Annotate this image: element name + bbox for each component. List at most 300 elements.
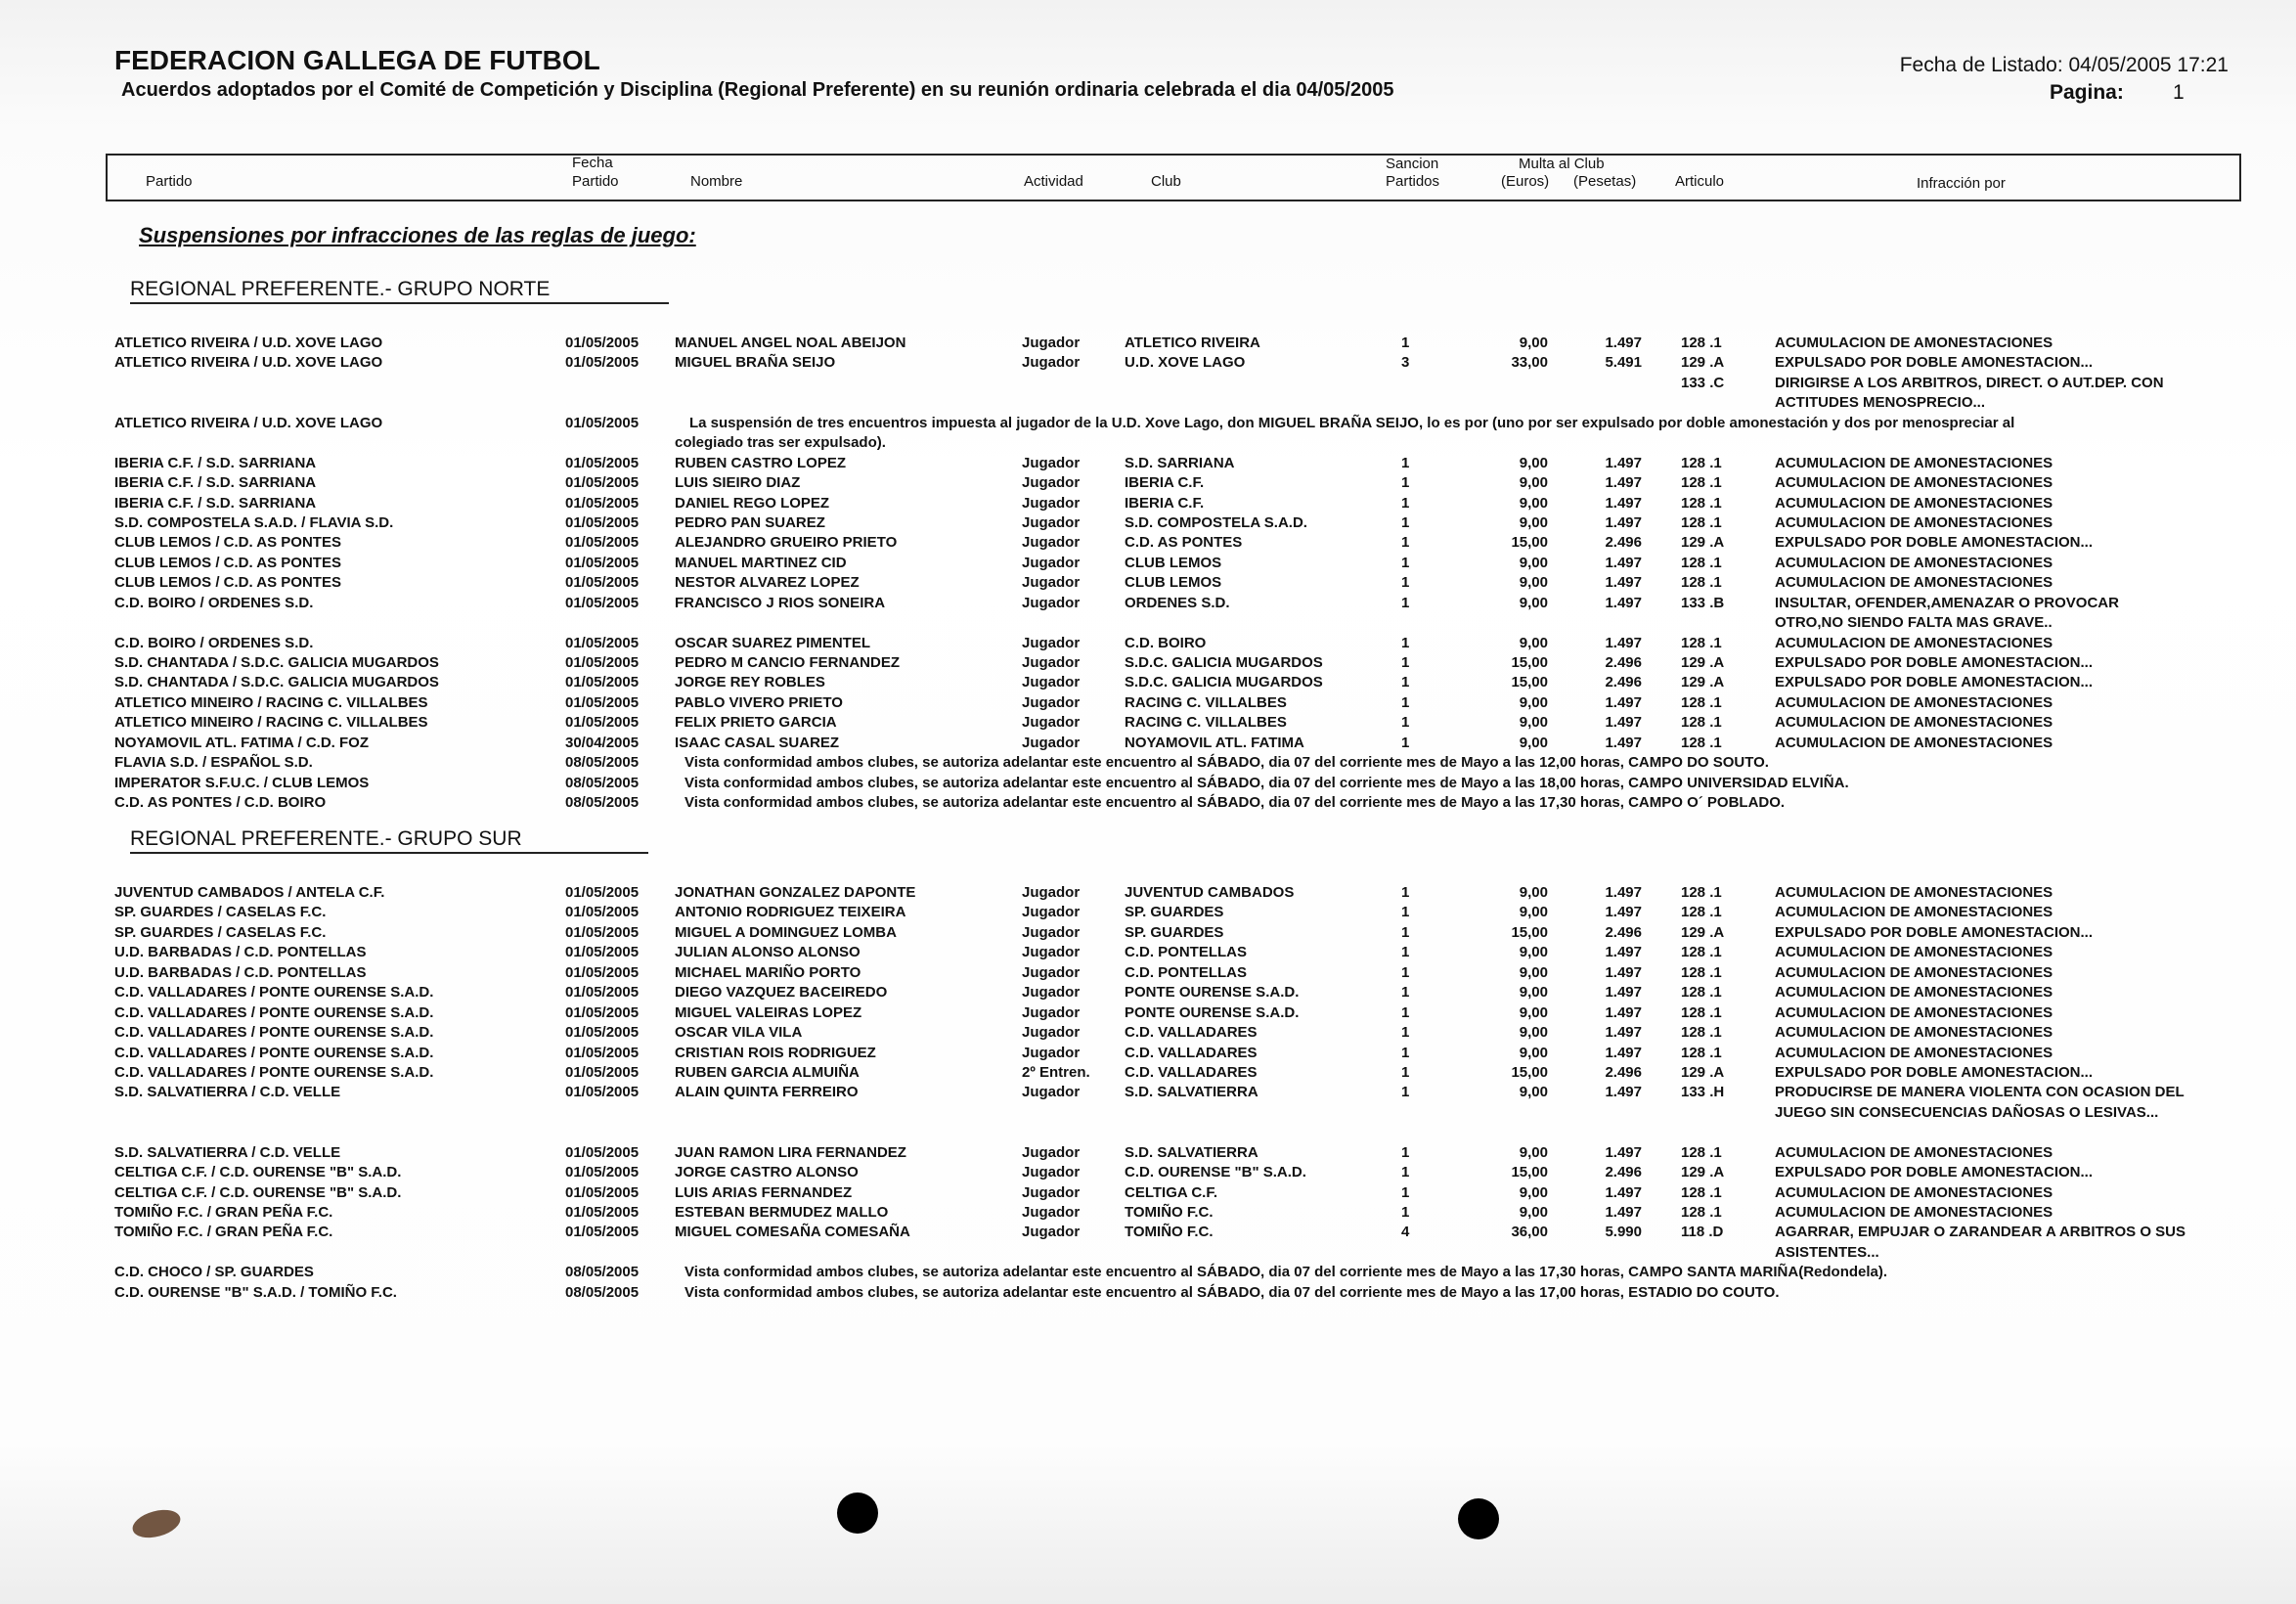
row-pesetas: 1.497	[1605, 944, 1642, 961]
row-pesetas: 2.496	[1605, 674, 1642, 691]
row-infraccion: ACUMULACION DE AMONESTACIONES	[1775, 334, 2053, 351]
row-partido: C.D. VALLADARES / PONTE OURENSE S.A.D.	[114, 1044, 434, 1061]
row-club: TOMIÑO F.C.	[1125, 1224, 1214, 1241]
row-note: La suspensión de tres encuentros impuesta al jugador de la U.D. Xove Lago, don MIGUEL BRAÑA SEIJO, lo es por (uno por ser expulsado por doble amonestación y dos por menospreciar al	[689, 414, 2015, 431]
row-pesetas: 2.496	[1605, 923, 1642, 941]
row-nombre: MICHAEL MARIÑO PORTO	[675, 963, 861, 981]
row-actividad: Jugador	[1022, 884, 1081, 901]
row-sancion: 1	[1401, 734, 1410, 751]
row-partido: NOYAMOVIL ATL. FATIMA / C.D. FOZ	[114, 734, 369, 751]
row-fecha: 01/05/2005	[565, 454, 640, 471]
row-partido: U.D. BARBADAS / C.D. PONTELLAS	[114, 963, 367, 981]
row-infraccion: ACUMULACION DE AMONESTACIONES	[1775, 944, 2053, 961]
row-sancion: 1	[1401, 674, 1410, 691]
row-euros: 9,00	[1519, 1084, 1548, 1101]
row-sancion: 1	[1401, 654, 1410, 672]
row-actividad: Jugador	[1022, 534, 1081, 552]
row-fecha: 01/05/2005	[565, 1183, 640, 1201]
row-nombre: MIGUEL VALEIRAS LOPEZ	[675, 1003, 862, 1021]
row-euros: 36,00	[1511, 1224, 1548, 1241]
row-articulo: 128 .1	[1681, 513, 1722, 531]
row-infraccion: ACUMULACION DE AMONESTACIONES	[1775, 494, 2053, 512]
row-partido: IBERIA C.F. / S.D. SARRIANA	[114, 494, 317, 512]
row-pesetas: 1.497	[1605, 1024, 1642, 1042]
row-articulo: 133 .B	[1681, 594, 1725, 611]
col-pesetas: (Pesetas)	[1573, 173, 1637, 190]
row-pesetas: 1.497	[1605, 1084, 1642, 1101]
punch-hole-icon	[1458, 1498, 1499, 1539]
row-actividad: Jugador	[1022, 714, 1081, 732]
row-partido: C.D. BOIRO / ORDENES S.D.	[114, 634, 314, 651]
row-club: ORDENES S.D.	[1125, 594, 1230, 611]
row-euros: 9,00	[1519, 1003, 1548, 1021]
row-nombre: LUIS ARIAS FERNANDEZ	[675, 1183, 853, 1201]
row-euros: 9,00	[1519, 984, 1548, 1002]
row-pesetas: 2.496	[1605, 1063, 1642, 1081]
col-partido: Partido	[146, 173, 193, 190]
row-nombre: JULIAN ALONSO ALONSO	[675, 944, 861, 961]
row-pesetas: 2.496	[1605, 1164, 1642, 1181]
row-euros: 9,00	[1519, 594, 1548, 611]
row-note: Vista conformidad ambos clubes, se autoriza adelantar este encuentro al SÁBADO, dia 07 del corriente mes de Mayo a las 17,30 horas, CAMPO SANTA MARIÑA(Redondela).	[684, 1264, 1888, 1281]
row-fecha: 01/05/2005	[565, 1224, 640, 1241]
col-fecha: Fecha	[572, 155, 613, 171]
row-infraccion: ACUMULACION DE AMONESTACIONES	[1775, 1003, 2053, 1021]
row-articulo: 128 .1	[1681, 1143, 1722, 1161]
row-note: Vista conformidad ambos clubes, se autoriza adelantar este encuentro al SÁBADO, dia 07 del corriente mes de Mayo a las 18,00 horas, CAMPO UNIVERSIDAD ELVIÑA.	[684, 774, 1849, 791]
row-infraccion: ACUMULACION DE AMONESTACIONES	[1775, 884, 2053, 901]
row-club: C.D. VALLADARES	[1125, 1063, 1258, 1081]
row-sancion: 1	[1401, 1063, 1410, 1081]
row-fecha: 01/05/2005	[565, 534, 640, 552]
row-nombre: FRANCISCO J RIOS SONEIRA	[675, 594, 886, 611]
row-euros: 9,00	[1519, 474, 1548, 492]
row-actividad: Jugador	[1022, 1044, 1081, 1061]
row-club: CELTIGA C.F.	[1125, 1183, 1217, 1201]
row-nombre: PEDRO PAN SUAREZ	[675, 513, 825, 531]
row-euros: 9,00	[1519, 1044, 1548, 1061]
row-sancion: 1	[1401, 1084, 1410, 1101]
row-sancion: 1	[1401, 534, 1410, 552]
row-club: S.D. SALVATIERRA	[1125, 1084, 1258, 1101]
row-articulo: 128 .1	[1681, 1183, 1722, 1201]
row-articulo: 128 .1	[1681, 693, 1722, 711]
row-partido: ATLETICO MINEIRO / RACING C. VILLALBES	[114, 693, 428, 711]
row-euros: 15,00	[1511, 923, 1548, 941]
col-articulo: Articulo	[1675, 173, 1725, 190]
row-fecha: 01/05/2005	[565, 334, 640, 351]
row-pesetas: 1.497	[1605, 594, 1642, 611]
row-articulo: 128 .1	[1681, 884, 1722, 901]
row-pesetas: 1.497	[1605, 1044, 1642, 1061]
row-euros: 9,00	[1519, 554, 1548, 571]
row-nombre: LUIS SIEIRO DIAZ	[675, 474, 801, 492]
row-pesetas: 5.990	[1605, 1224, 1642, 1241]
row-fecha: 01/05/2005	[565, 1143, 640, 1161]
row-infraccion: ACUMULACION DE AMONESTACIONES	[1775, 1183, 2053, 1201]
row-fecha: 01/05/2005	[565, 904, 640, 921]
row-articulo: 128 .1	[1681, 963, 1722, 981]
row-euros: 9,00	[1519, 574, 1548, 592]
row-club: IBERIA C.F.	[1125, 474, 1205, 492]
row-infraccion: ACUMULACION DE AMONESTACIONES	[1775, 474, 2053, 492]
row-actividad: Jugador	[1022, 654, 1081, 672]
row-sancion: 1	[1401, 923, 1410, 941]
row-nombre: PEDRO M CANCIO FERNANDEZ	[675, 654, 901, 672]
row-partido: C.D. OURENSE "B" S.A.D. / TOMIÑO F.C.	[114, 1283, 397, 1301]
row-pesetas: 1.497	[1605, 963, 1642, 981]
row-club: RACING C. VILLALBES	[1125, 714, 1287, 732]
row-nombre: MANUEL MARTINEZ CID	[675, 554, 847, 571]
row-infraccion: ACUMULACION DE AMONESTACIONES	[1775, 963, 2053, 981]
row-infraccion: ACTITUDES MENOSPRECIO...	[1775, 394, 1986, 412]
row-partido: IBERIA C.F. / S.D. SARRIANA	[114, 454, 317, 471]
row-actividad: Jugador	[1022, 494, 1081, 512]
row-pesetas: 1.497	[1605, 574, 1642, 592]
page-number: 1	[2173, 81, 2185, 104]
row-pesetas: 1.497	[1605, 494, 1642, 512]
row-euros: 9,00	[1519, 693, 1548, 711]
row-nombre: ALEJANDRO GRUEIRO PRIETO	[675, 534, 898, 552]
row-fecha: 01/05/2005	[565, 1063, 640, 1081]
document-subtitle: Acuerdos adoptados por el Comité de Competición y Disciplina (Regional Preferente) en su reunión ordinaria celebrada el dia 04/05/2005	[121, 79, 1394, 101]
col-sancion: Sancion	[1386, 156, 1439, 172]
row-actividad: Jugador	[1022, 454, 1081, 471]
row-actividad: Jugador	[1022, 554, 1081, 571]
row-articulo: 133 .H	[1681, 1084, 1725, 1101]
row-infraccion: JUEGO SIN CONSECUENCIAS DAÑOSAS O LESIVAS...	[1775, 1103, 2159, 1121]
row-fecha: 08/05/2005	[565, 794, 640, 812]
row-fecha: 30/04/2005	[565, 734, 640, 751]
row-euros: 15,00	[1511, 534, 1548, 552]
row-articulo: 129 .A	[1681, 1164, 1725, 1181]
row-note: colegiado tras ser expulsado).	[675, 434, 886, 452]
row-actividad: Jugador	[1022, 674, 1081, 691]
row-actividad: Jugador	[1022, 984, 1081, 1002]
row-fecha: 01/05/2005	[565, 923, 640, 941]
row-partido: FLAVIA S.D. / ESPAÑOL S.D.	[114, 754, 313, 772]
row-fecha: 01/05/2005	[565, 984, 640, 1002]
row-sancion: 1	[1401, 963, 1410, 981]
row-sancion: 1	[1401, 884, 1410, 901]
row-articulo: 128 .1	[1681, 574, 1722, 592]
row-euros: 15,00	[1511, 674, 1548, 691]
row-infraccion: ACUMULACION DE AMONESTACIONES	[1775, 904, 2053, 921]
row-club: CLUB LEMOS	[1125, 554, 1222, 571]
punch-hole-icon	[837, 1493, 878, 1534]
row-club: U.D. XOVE LAGO	[1125, 354, 1246, 372]
row-euros: 9,00	[1519, 904, 1548, 921]
row-sancion: 1	[1401, 454, 1410, 471]
row-nombre: JORGE REY ROBLES	[675, 674, 825, 691]
row-euros: 9,00	[1519, 734, 1548, 751]
row-partido: CLUB LEMOS / C.D. AS PONTES	[114, 534, 341, 552]
row-articulo: 128 .1	[1681, 944, 1722, 961]
row-club: C.D. PONTELLAS	[1125, 963, 1248, 981]
row-articulo: 129 .A	[1681, 674, 1725, 691]
row-nombre: JUAN RAMON LIRA FERNANDEZ	[675, 1143, 906, 1161]
row-articulo: 128 .1	[1681, 334, 1722, 351]
row-actividad: Jugador	[1022, 734, 1081, 751]
row-partido: ATLETICO RIVEIRA / U.D. XOVE LAGO	[114, 334, 383, 351]
row-euros: 9,00	[1519, 634, 1548, 651]
row-fecha: 01/05/2005	[565, 1204, 640, 1222]
group-title-sur: REGIONAL PREFERENTE.- GRUPO SUR	[130, 827, 648, 854]
row-sancion: 1	[1401, 634, 1410, 651]
row-infraccion: ACUMULACION DE AMONESTACIONES	[1775, 513, 2053, 531]
row-nombre: RUBEN GARCIA ALMUIÑA	[675, 1063, 860, 1081]
row-infraccion: ACUMULACION DE AMONESTACIONES	[1775, 554, 2053, 571]
row-actividad: Jugador	[1022, 923, 1081, 941]
row-euros: 15,00	[1511, 1063, 1548, 1081]
row-infraccion: INSULTAR, OFENDER,AMENAZAR O PROVOCAR	[1775, 594, 2119, 611]
row-club: C.D. VALLADARES	[1125, 1024, 1258, 1042]
col-actividad: Actividad	[1024, 173, 1083, 190]
row-sancion: 1	[1401, 1183, 1410, 1201]
row-pesetas: 1.497	[1605, 334, 1642, 351]
row-infraccion: AGARRAR, EMPUJAR O ZARANDEAR A ARBITROS O SUS	[1775, 1224, 2186, 1241]
column-header-box	[106, 154, 2241, 201]
row-nombre: NESTOR ALVAREZ LOPEZ	[675, 574, 860, 592]
row-pesetas: 1.497	[1605, 714, 1642, 732]
row-sancion: 1	[1401, 944, 1410, 961]
row-pesetas: 2.496	[1605, 654, 1642, 672]
document-title: FEDERACION GALLEGA DE FUTBOL	[114, 45, 600, 75]
row-articulo: 128 .1	[1681, 904, 1722, 921]
row-nombre: ALAIN QUINTA FERREIRO	[675, 1084, 859, 1101]
row-sancion: 1	[1401, 1024, 1410, 1042]
row-pesetas: 1.497	[1605, 454, 1642, 471]
row-sancion: 1	[1401, 334, 1410, 351]
section-title: Suspensiones por infracciones de las reglas de juego:	[139, 223, 696, 247]
row-sancion: 1	[1401, 693, 1410, 711]
row-fecha: 01/05/2005	[565, 634, 640, 651]
row-infraccion: ACUMULACION DE AMONESTACIONES	[1775, 1204, 2053, 1222]
row-partido: ATLETICO MINEIRO / RACING C. VILLALBES	[114, 714, 428, 732]
row-euros: 9,00	[1519, 1204, 1548, 1222]
row-pesetas: 1.497	[1605, 693, 1642, 711]
row-articulo: 128 .1	[1681, 554, 1722, 571]
row-nombre: DANIEL REGO LOPEZ	[675, 494, 830, 512]
row-club: CLUB LEMOS	[1125, 574, 1222, 592]
col-fecha-partido: Partido	[572, 173, 619, 190]
row-euros: 33,00	[1511, 354, 1548, 372]
row-actividad: Jugador	[1022, 574, 1081, 592]
row-fecha: 08/05/2005	[565, 774, 640, 791]
row-sancion: 1	[1401, 554, 1410, 571]
row-nombre: ESTEBAN BERMUDEZ MALLO	[675, 1204, 889, 1222]
col-infraccion: Infracción por	[1917, 175, 2006, 192]
row-sancion: 1	[1401, 474, 1410, 492]
row-articulo: 128 .1	[1681, 474, 1722, 492]
row-infraccion: DIRIGIRSE A LOS ARBITROS, DIRECT. O AUT.DEP. CON	[1775, 374, 2164, 391]
row-euros: 9,00	[1519, 513, 1548, 531]
row-actividad: Jugador	[1022, 963, 1081, 981]
row-partido: S.D. SALVATIERRA / C.D. VELLE	[114, 1143, 341, 1161]
row-nombre: OSCAR VILA VILA	[675, 1024, 803, 1042]
row-club: JUVENTUD CAMBADOS	[1125, 884, 1295, 901]
row-pesetas: 1.497	[1605, 984, 1642, 1002]
row-actividad: Jugador	[1022, 1003, 1081, 1021]
row-actividad: Jugador	[1022, 354, 1081, 372]
row-pesetas: 1.497	[1605, 1143, 1642, 1161]
row-infraccion: EXPULSADO POR DOBLE AMONESTACION...	[1775, 654, 2094, 672]
row-nombre: MIGUEL BRAÑA SEIJO	[675, 354, 836, 372]
row-actividad: Jugador	[1022, 944, 1081, 961]
row-articulo: 128 .1	[1681, 1044, 1722, 1061]
col-nombre: Nombre	[690, 173, 743, 190]
row-partido: C.D. AS PONTES / C.D. BOIRO	[114, 794, 327, 812]
row-club: NOYAMOVIL ATL. FATIMA	[1125, 734, 1304, 751]
row-sancion: 1	[1401, 594, 1410, 611]
row-nombre: PABLO VIVERO PRIETO	[675, 693, 843, 711]
row-sancion: 1	[1401, 513, 1410, 531]
row-articulo: 128 .1	[1681, 734, 1722, 751]
row-fecha: 01/05/2005	[565, 594, 640, 611]
row-club: SP. GUARDES	[1125, 904, 1224, 921]
row-infraccion: ACUMULACION DE AMONESTACIONES	[1775, 454, 2053, 471]
row-infraccion: ASISTENTES...	[1775, 1243, 1879, 1261]
row-euros: 9,00	[1519, 1183, 1548, 1201]
row-articulo: 118 .D	[1681, 1224, 1724, 1241]
row-partido: C.D. CHOCO / SP. GUARDES	[114, 1264, 314, 1281]
row-nombre: CRISTIAN ROIS RODRIGUEZ	[675, 1044, 876, 1061]
row-nombre: FELIX PRIETO GARCIA	[675, 714, 837, 732]
row-infraccion: ACUMULACION DE AMONESTACIONES	[1775, 693, 2053, 711]
row-articulo: 128 .1	[1681, 984, 1722, 1002]
row-actividad: Jugador	[1022, 1204, 1081, 1222]
row-infraccion: EXPULSADO POR DOBLE AMONESTACION...	[1775, 534, 2094, 552]
row-infraccion: EXPULSADO POR DOBLE AMONESTACION...	[1775, 1063, 2094, 1081]
row-partido: TOMIÑO F.C. / GRAN PEÑA F.C.	[114, 1224, 333, 1241]
row-fecha: 01/05/2005	[565, 693, 640, 711]
row-actividad: Jugador	[1022, 904, 1081, 921]
row-fecha: 01/05/2005	[565, 414, 640, 431]
row-actividad: Jugador	[1022, 634, 1081, 651]
row-pesetas: 1.497	[1605, 1183, 1642, 1201]
row-articulo: 129 .A	[1681, 534, 1725, 552]
row-articulo: 128 .1	[1681, 634, 1722, 651]
row-actividad: Jugador	[1022, 693, 1081, 711]
row-club: C.D. BOIRO	[1125, 634, 1207, 651]
row-club: S.D. COMPOSTELA S.A.D.	[1125, 513, 1307, 531]
row-partido: S.D. COMPOSTELA S.A.D. / FLAVIA S.D.	[114, 513, 394, 531]
row-pesetas: 2.496	[1605, 534, 1642, 552]
row-nombre: JONATHAN GONZALEZ DAPONTE	[675, 884, 916, 901]
row-actividad: Jugador	[1022, 1143, 1081, 1161]
row-sancion: 1	[1401, 714, 1410, 732]
row-fecha: 01/05/2005	[565, 474, 640, 492]
row-nombre: MANUEL ANGEL NOAL ABEIJON	[675, 334, 906, 351]
row-euros: 9,00	[1519, 714, 1548, 732]
row-pesetas: 1.497	[1605, 474, 1642, 492]
row-club: PONTE OURENSE S.A.D.	[1125, 1003, 1300, 1021]
col-multa: Multa al Club	[1519, 156, 1605, 172]
row-sancion: 1	[1401, 1044, 1410, 1061]
row-sancion: 1	[1401, 574, 1410, 592]
row-sancion: 1	[1401, 1204, 1410, 1222]
row-sancion: 1	[1401, 1164, 1410, 1181]
row-articulo: 128 .1	[1681, 1204, 1722, 1222]
row-partido: CELTIGA C.F. / C.D. OURENSE "B" S.A.D.	[114, 1164, 402, 1181]
row-actividad: Jugador	[1022, 1084, 1081, 1101]
row-euros: 9,00	[1519, 334, 1548, 351]
row-club: S.D. SARRIANA	[1125, 454, 1235, 471]
row-partido: C.D. VALLADARES / PONTE OURENSE S.A.D.	[114, 1063, 434, 1081]
row-infraccion: ACUMULACION DE AMONESTACIONES	[1775, 734, 2053, 751]
row-note: Vista conformidad ambos clubes, se autoriza adelantar este encuentro al SÁBADO, dia 07 del corriente mes de Mayo a las 12,00 horas, CAMPO DO SOUTO.	[684, 754, 1769, 772]
row-fecha: 01/05/2005	[565, 674, 640, 691]
row-nombre: JORGE CASTRO ALONSO	[675, 1164, 859, 1181]
row-club: C.D. VALLADARES	[1125, 1044, 1258, 1061]
row-partido: C.D. BOIRO / ORDENES S.D.	[114, 594, 314, 611]
row-pesetas: 1.497	[1605, 884, 1642, 901]
row-actividad: Jugador	[1022, 1224, 1081, 1241]
row-fecha: 01/05/2005	[565, 1164, 640, 1181]
row-partido: CLUB LEMOS / C.D. AS PONTES	[114, 574, 341, 592]
row-club: PONTE OURENSE S.A.D.	[1125, 984, 1300, 1002]
row-euros: 15,00	[1511, 654, 1548, 672]
row-nombre: DIEGO VAZQUEZ BACEIREDO	[675, 984, 888, 1002]
row-euros: 9,00	[1519, 1143, 1548, 1161]
row-fecha: 01/05/2005	[565, 1003, 640, 1021]
row-club: TOMIÑO F.C.	[1125, 1204, 1214, 1222]
row-fecha: 01/05/2005	[565, 963, 640, 981]
row-fecha: 01/05/2005	[565, 1044, 640, 1061]
row-nombre: OSCAR SUAREZ PIMENTEL	[675, 634, 871, 651]
row-infraccion: EXPULSADO POR DOBLE AMONESTACION...	[1775, 674, 2094, 691]
row-partido: U.D. BARBADAS / C.D. PONTELLAS	[114, 944, 367, 961]
row-fecha: 01/05/2005	[565, 944, 640, 961]
row-pesetas: 1.497	[1605, 1204, 1642, 1222]
row-sancion: 1	[1401, 984, 1410, 1002]
row-sancion: 1	[1401, 1003, 1410, 1021]
row-articulo: 129 .A	[1681, 354, 1725, 372]
row-nombre: ANTONIO RODRIGUEZ TEIXEIRA	[675, 904, 906, 921]
row-pesetas: 1.497	[1605, 634, 1642, 651]
row-actividad: Jugador	[1022, 474, 1081, 492]
row-fecha: 01/05/2005	[565, 574, 640, 592]
scan-stain-mark	[129, 1505, 183, 1542]
row-partido: ATLETICO RIVEIRA / U.D. XOVE LAGO	[114, 414, 383, 431]
row-pesetas: 1.497	[1605, 734, 1642, 751]
row-infraccion: EXPULSADO POR DOBLE AMONESTACION...	[1775, 923, 2094, 941]
row-club: C.D. AS PONTES	[1125, 534, 1243, 552]
row-fecha: 01/05/2005	[565, 884, 640, 901]
row-sancion: 3	[1401, 354, 1410, 372]
row-euros: 9,00	[1519, 1024, 1548, 1042]
row-nombre: MIGUEL A DOMINGUEZ LOMBA	[675, 923, 897, 941]
row-infraccion: ACUMULACION DE AMONESTACIONES	[1775, 1143, 2053, 1161]
row-partido: JUVENTUD CAMBADOS / ANTELA C.F.	[114, 884, 385, 901]
row-partido: CELTIGA C.F. / C.D. OURENSE "B" S.A.D.	[114, 1183, 402, 1201]
row-infraccion: OTRO,NO SIENDO FALTA MAS GRAVE..	[1775, 614, 2053, 632]
row-partido: SP. GUARDES / CASELAS F.C.	[114, 904, 327, 921]
row-partido: S.D. CHANTADA / S.D.C. GALICIA MUGARDOS	[114, 654, 439, 672]
row-euros: 9,00	[1519, 494, 1548, 512]
row-articulo: 128 .1	[1681, 494, 1722, 512]
row-nombre: RUBEN CASTRO LOPEZ	[675, 454, 847, 471]
row-note: Vista conformidad ambos clubes, se autoriza adelantar este encuentro al SÁBADO, dia 07 del corriente mes de Mayo a las 17,30 horas, CAMPO O´ POBLADO.	[684, 794, 1786, 812]
row-fecha: 01/05/2005	[565, 354, 640, 372]
row-pesetas: 5.491	[1605, 354, 1642, 372]
row-partido: CLUB LEMOS / C.D. AS PONTES	[114, 554, 341, 571]
row-partido: IBERIA C.F. / S.D. SARRIANA	[114, 474, 317, 492]
row-infraccion: EXPULSADO POR DOBLE AMONESTACION...	[1775, 1164, 2094, 1181]
listing-date: Fecha de Listado: 04/05/2005 17:21	[1899, 54, 2229, 76]
row-partido: SP. GUARDES / CASELAS F.C.	[114, 923, 327, 941]
row-nombre: ISAAC CASAL SUAREZ	[675, 734, 840, 751]
